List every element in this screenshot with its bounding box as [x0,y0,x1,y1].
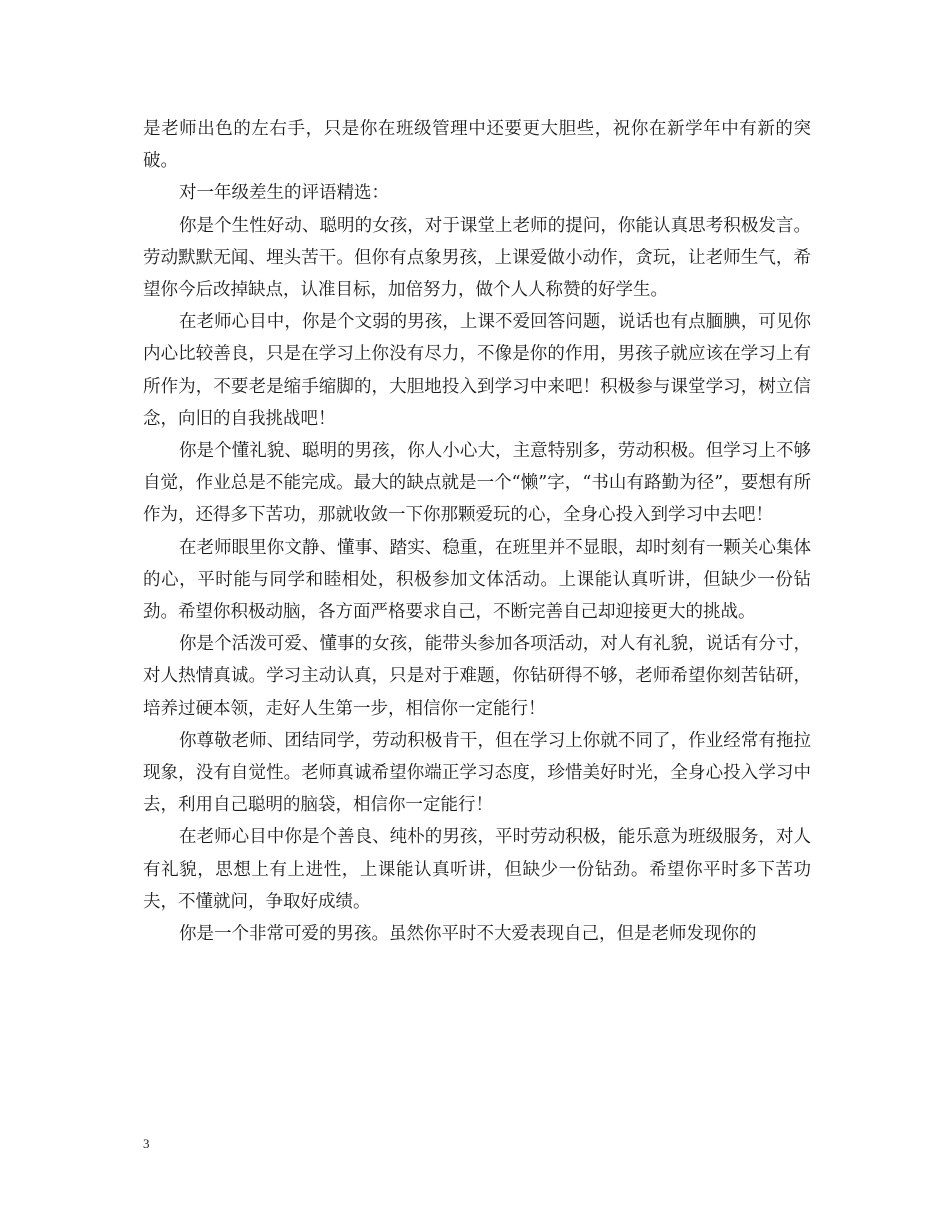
paragraph-comment-6: 你尊敬老师、团结同学，劳动积极肯干，但在学习上你就不同了，作业经常有拖拉现象，没有自觉性。老师真诚希望你端正学习态度，珍惜美好时光，全身心投入学习中去，利用自己聪明的脑袋，相信你一定能行！ [143,730,811,816]
paragraph-comment-4: 在老师眼里你文静、懂事、踏实、稳重，在班里并不显眼，却时刻有一颗关心集体的心，平时能与同学和睦相处，积极参加文体活动。上课能认真听讲，但缺少一份钻劲。希望你积极动脑，各方面严格要求自己，不断完善自己却迎接更大的挑战。 [143,537,811,623]
section-heading: 对一年级差生的评语精选： [179,183,389,204]
document-body [143,113,811,950]
paragraph-comment-7: 在老师心目中你是个善良、纯朴的男孩，平时劳动积极，能乐意为班级服务，对人有礼貌，思想上有上进性，上课能认真听讲，但缺少一份钻劲。希望你平时多下苦功夫，不懂就问，争取好成绩。 [143,827,811,912]
paragraph-comment-1: 你是个生性好动、聪明的女孩，对于课堂上老师的提问，你能认真思考积极发言。劳动默默无闻、埋头苦干。但你有点象男孩，上课爱做小动作，贪玩，让老师生气，希望你今后改掉缺点，认准目标，加倍努力，做个人人称赞的好学生。 [143,215,811,301]
paragraph-continued: 是老师出色的左右手，只是你在班级管理中还要更大胆些，祝你在新学年中有新的突破。 [143,119,811,172]
page-number: 3 [143,1136,150,1151]
paragraph-comment-2: 在老师心目中，你是个文弱的男孩，上课不爱回答问题，说话也有点腼腆，可见你内心比较善良，只是在学习上你没有尽力，不像是你的作用，男孩子就应该在学习上有所作为，不要老是缩手缩脚的，大胆地投入到学习中来吧！积极参与课堂学习，树立信念，向旧的自我挑战吧！ [143,312,811,429]
paragraph-comment-3: 你是个懂礼貌、聪明的男孩，你人小心大，主意特别多，劳动积极。但学习上不够自觉，作业总是不能完成。最大的缺点就是一个“懒”字，“书山有路勤为径”，要想有所作为，还得多下苦功，那就收敛一下你那颗爱玩的心，全身心投入到学习中去吧！ [143,441,811,526]
paragraph-comment-8: 你是一个非常可爱的男孩。虽然你平时不大爱表现自己，但是老师发现你的 [179,924,757,945]
paragraph-comment-5: 你是个活泼可爱、懂事的女孩，能带头参加各项活动，对人有礼貌，说话有分寸，对人热情真诚。学习主动认真，只是对于难题，你钻研得不够，老师希望你刻苦钻研，培养过硬本领，走好人生第一步，相信你一定能行！ [143,634,811,719]
